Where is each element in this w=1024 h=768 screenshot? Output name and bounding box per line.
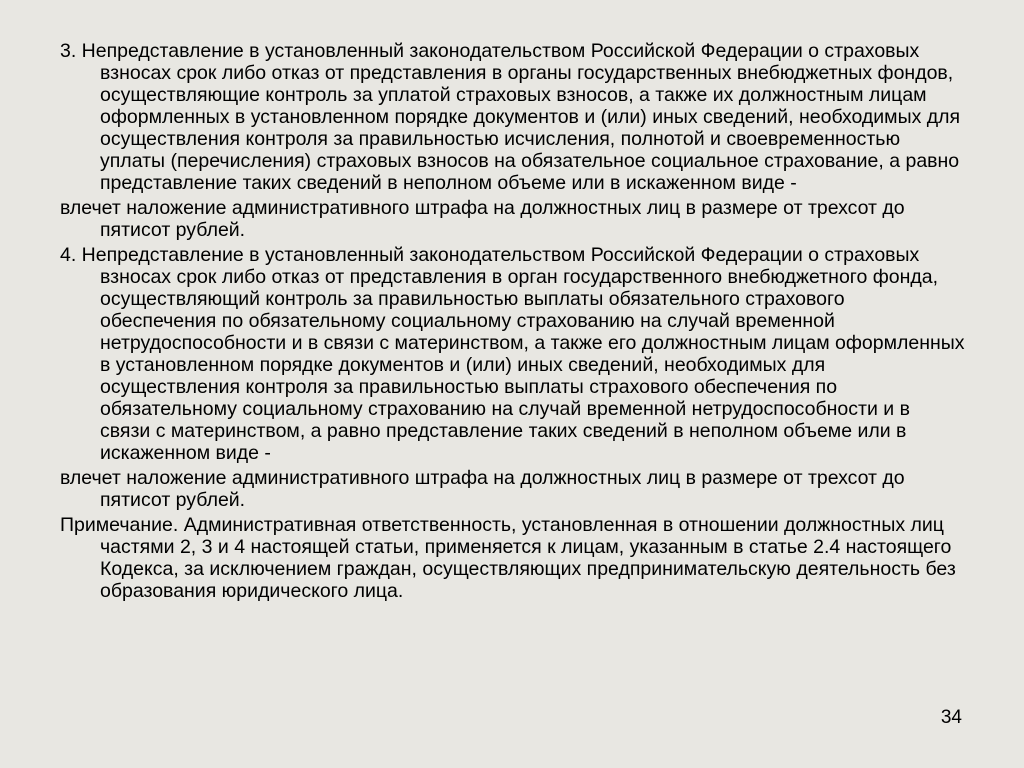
paragraph-penalty-part-4: влечет наложение административного штрафа на должностных лиц в размере от трехсот до пятисот рублей.	[60, 467, 905, 511]
paragraph-part-4: 4. Непредставление в установленный законодательством Российской Федерации о страховых взносах срок либо отказ от представления в орган государственного внебюджетного фонда, осуществляющий контроль за правильностью выплаты обязательного страхового обеспечения по обязательному социальному страхованию на случай временной нетрудоспособности и в связи с материнством, а также его должностным лицам оформленных в установленном порядке документов и (или) иных сведений, необходимых для осуществления контроля за правильностью выплаты страхового обеспечения по обязательному социальному страхованию на случай временной нетрудоспособности и в связи с материнством, а равно представление таких сведений в неполном объеме или в искаженном виде -	[60, 244, 965, 464]
paragraph-part-3: 3. Непредставление в установленный законодательством Российской Федерации о страховых взносах срок либо отказ от представления в органы государственных внебюджетных фондов, осуществляющие контроль за уплатой страховых взносов, а также их должностным лицам оформленных в установленном порядке документов и (или) иных сведений, необходимых для осуществления контроля за правильностью исчисления, полнотой и своевременностью уплаты (перечисления) страховых взносов на обязательное социальное страхование, а равно представление таких сведений в неполном объеме или в искаженном виде -	[60, 40, 961, 194]
paragraph-penalty-part-3: влечет наложение административного штрафа на должностных лиц в размере от трехсот до пятисот рублей.	[60, 197, 905, 241]
paragraph-note: Примечание. Административная ответственность, установленная в отношении должностных лиц частями 2, 3 и 4 настоящей статьи, применяется к лицам, указанным в статье 2.4 настоящего Кодекса, за исключением граждан, осуществляющих предпринимательскую деятельность без образования юридического лица.	[60, 514, 956, 602]
page-number: 34	[940, 707, 962, 728]
document-body	[60, 40, 965, 605]
